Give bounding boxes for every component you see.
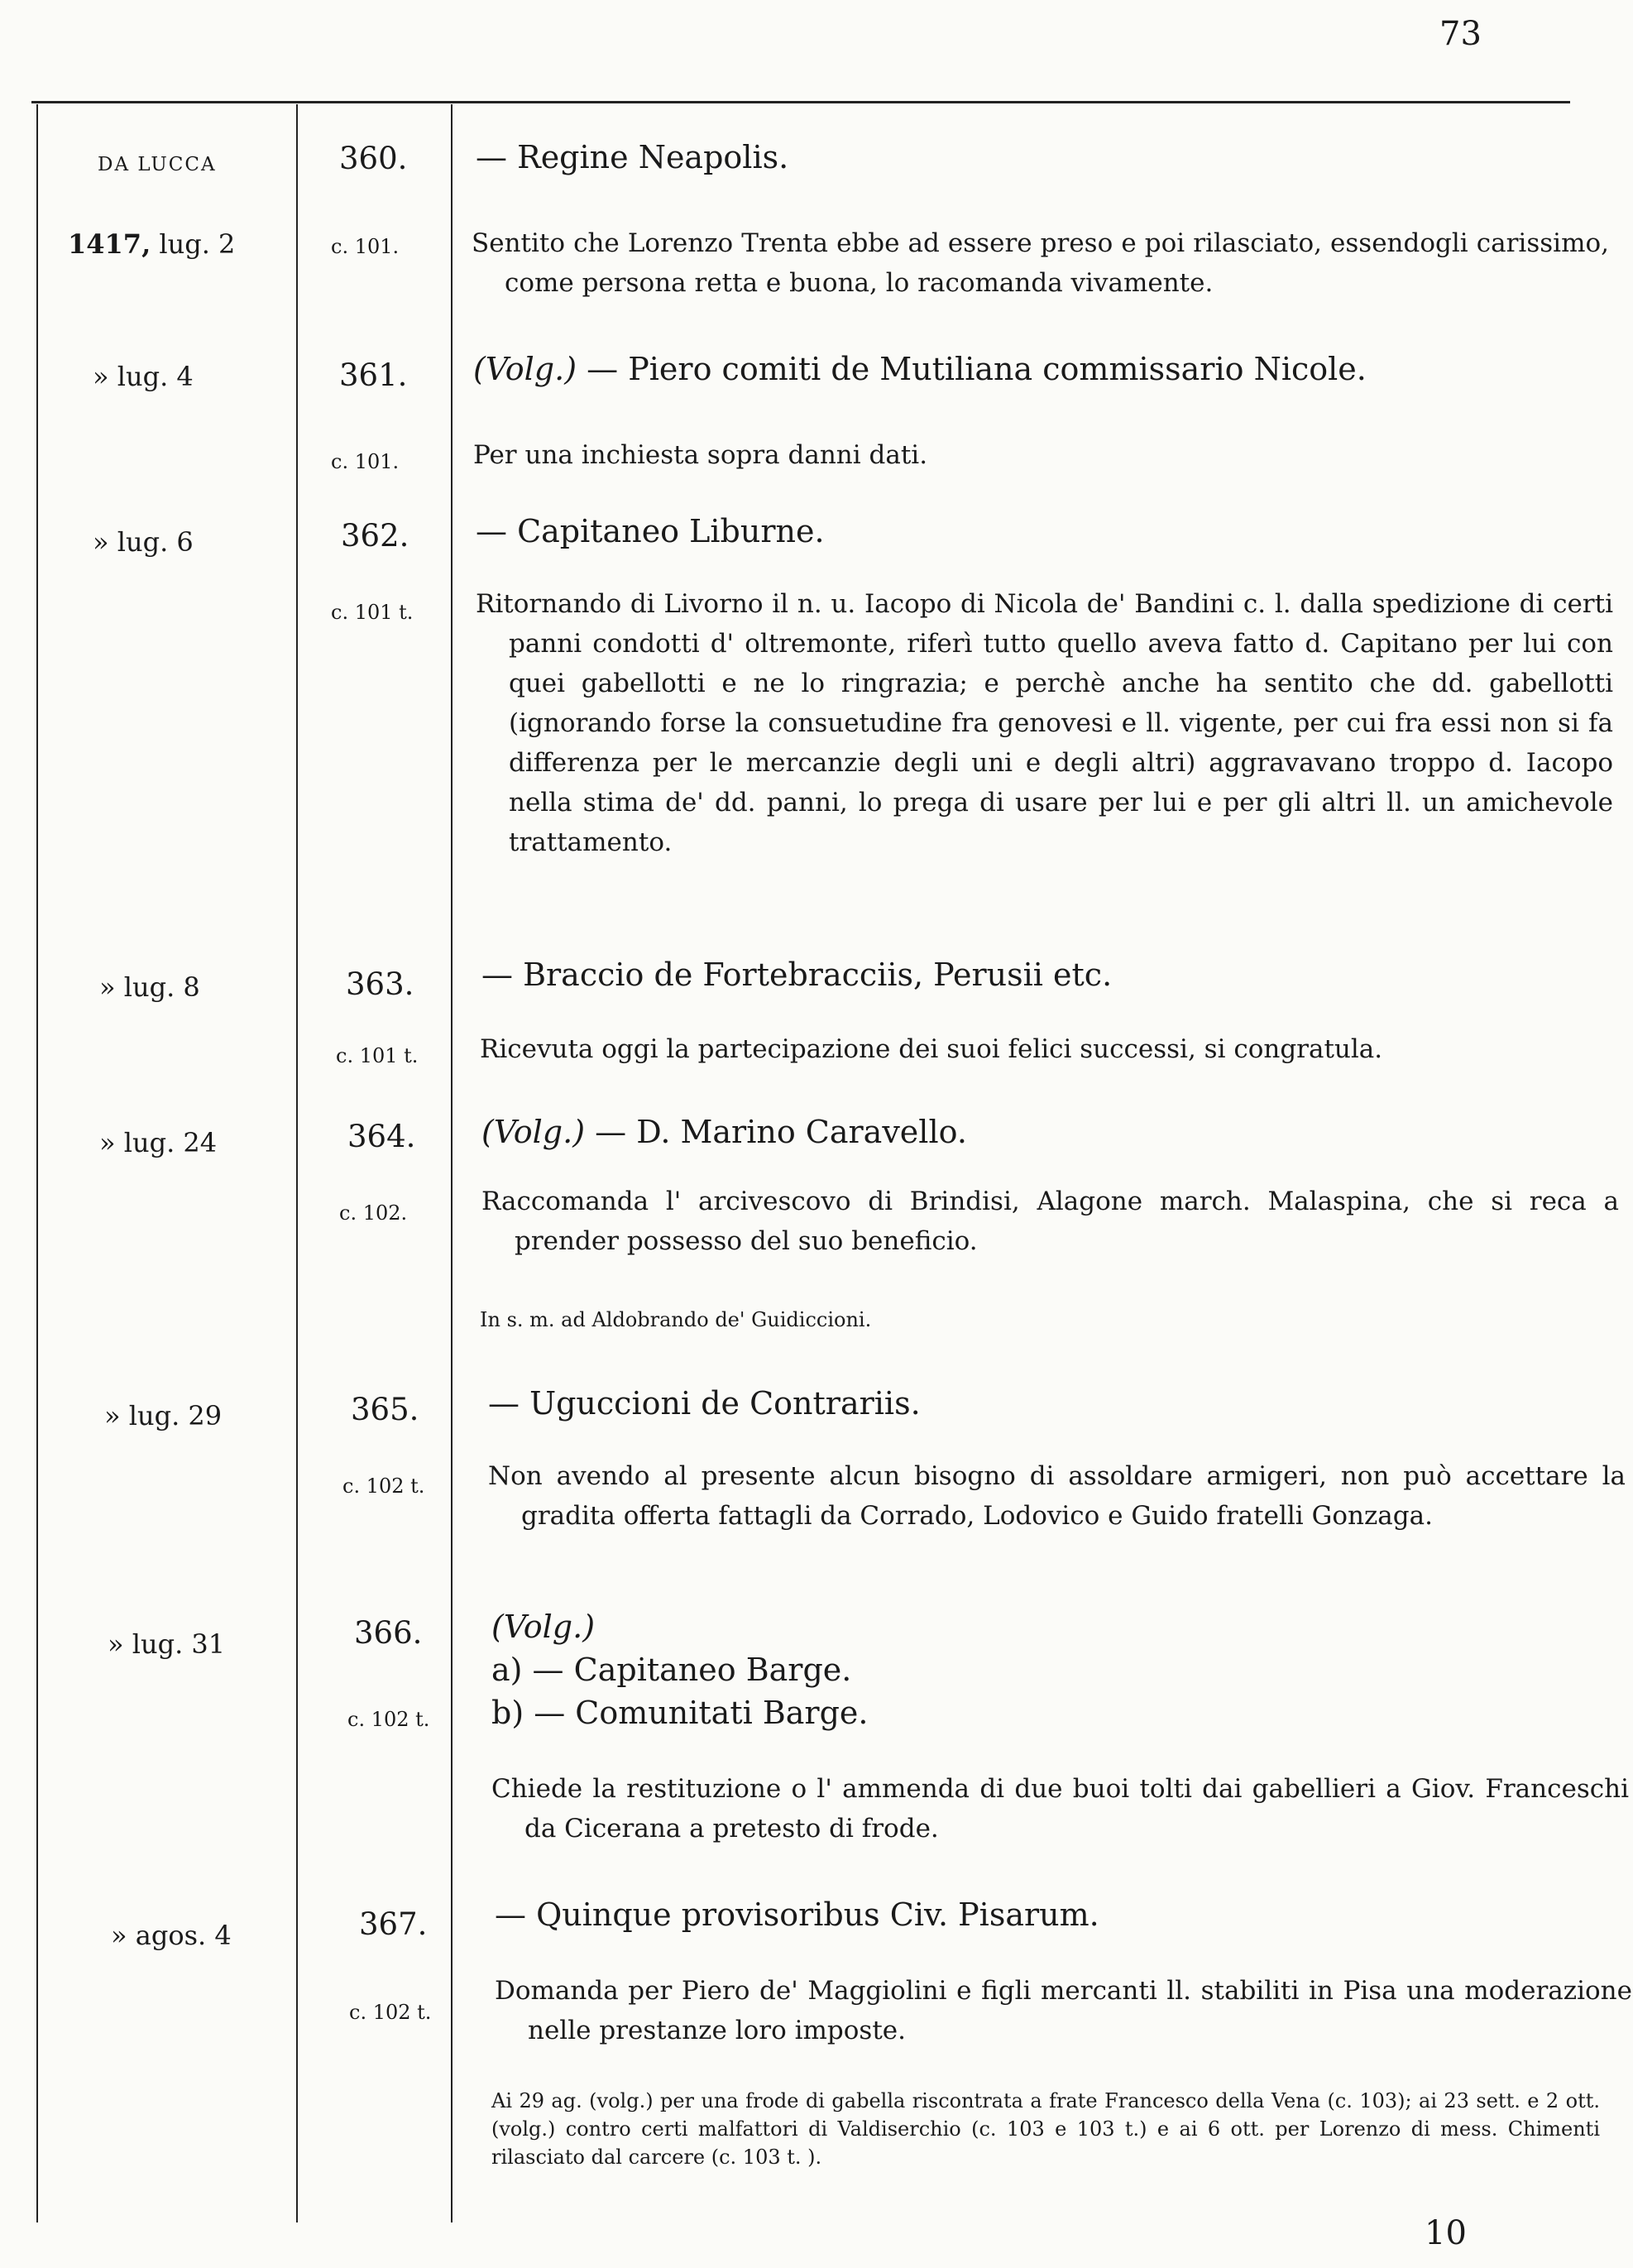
- entry-title: [481, 1114, 967, 1150]
- entry-title-volg: [491, 1609, 595, 1645]
- entry-date: » lug. 24: [99, 1127, 218, 1158]
- entry-body: Non avendo al presente alcun bisogno di assoldare armigeri, non può accettare la gradita offerta fattagli da Corrado, Lodovico e Guido fratelli Gonzaga.: [488, 1461, 1626, 1531]
- entry-carta: c. 101 t.: [331, 601, 414, 624]
- entry-day: lug. 2: [159, 228, 236, 260]
- entry-number: 366.: [354, 1615, 423, 1651]
- entry-body: Per una inchiesta sopra danni dati.: [473, 440, 928, 470]
- entry-number: 364.: [347, 1119, 416, 1154]
- entry-year: 1417,: [68, 228, 151, 260]
- entry-body: Raccomanda l' arcivescovo di Brindisi, Alagone march. Malaspina, che si reca a prender possesso del suo beneficio.: [481, 1187, 1619, 1256]
- column-rule-left: [36, 104, 38, 2222]
- entry-date: [68, 228, 235, 260]
- entry-title-text: — Piero comiti de Mutiliana commissario Nicole.: [577, 351, 1367, 387]
- entry-title: — Regine Neapolis.: [476, 139, 789, 175]
- entry-title-b: b) — Comunitati Barge.: [491, 1695, 869, 1731]
- entry-carta: c. 102 t.: [342, 1474, 425, 1498]
- entry-carta: c. 101.: [331, 235, 400, 258]
- entry-date: » lug. 6: [93, 526, 194, 558]
- entry-title: — Capitaneo Liburne.: [476, 513, 825, 549]
- entry-carta: c. 101.: [331, 450, 400, 473]
- header-rule: [31, 101, 1570, 103]
- entry-note: Ai 29 ag. (volg.) per una frode di gabella riscontrata a frate Francesco della Vena (c. 103); ai 23 sett. e 2 ott. (volg.) contro certi malfattori di Valdiserchio (c. 103 e 103 t.) e ai 6 ott. per Lorenzo di mess. Chimenti rilasciato dal carcere (c. 103 t. ).: [491, 2089, 1600, 2169]
- entry-body: Chiede la restituzione o l' ammenda di due buoi tolti dai gabellieri a Giov. Franceschi da Cicerana a pretesto di frode.: [491, 1774, 1629, 1844]
- entry-number: 361.: [339, 357, 408, 393]
- entry-carta: c. 101 t.: [336, 1044, 419, 1067]
- signature-number: 10: [1425, 2214, 1467, 2252]
- page-number: 73: [1439, 15, 1482, 53]
- entry-carta: c. 102 t.: [349, 2001, 432, 2024]
- entry-carta: c. 102 t.: [347, 1708, 430, 1731]
- column-rule-right: [451, 104, 453, 2222]
- entry-body: Ritornando di Livorno il n. u. Iacopo di Nicola de' Bandini c. l. dalla spedizione di certi panni condotti d' oltremonte, riferì tutto quello aveva fatto d. Capitano per lui con quei gabellotti e ne lo ringrazia; e perchè anche ha sentito che dd. gabellotti (ignorando forse la consuetudine fra genovesi e ll. vigente, per cui fra essi non si fa differenza per le mercanzie degli uni e degli altri) aggravavano troppo d. Iacopo nella stima de' dd. panni, lo prega di usare per lui e per gli altri ll. un amichevole trattamento.: [476, 589, 1613, 857]
- entry-date: » lug. 4: [93, 361, 194, 392]
- entry-title-a: a) — Capitaneo Barge.: [491, 1652, 852, 1688]
- entry-body: Domanda per Piero de' Maggiolini e figli mercanti ll. stabiliti in Pisa una moderazione nelle prestanze loro imposte.: [495, 1976, 1632, 2045]
- entry-note: In s. m. ad Aldobrando de' Guidiccioni.: [480, 1308, 872, 1331]
- volg-label: (Volg.): [491, 1609, 596, 1645]
- entry-date: » lug. 29: [104, 1400, 223, 1431]
- entry-title: — Quinque provisoribus Civ. Pisarum.: [495, 1896, 1099, 1933]
- entry-number: 365.: [351, 1392, 419, 1427]
- entry-date: » lug. 8: [99, 971, 200, 1003]
- entry-number: 362.: [341, 518, 409, 554]
- entry-date: » agos. 4: [111, 1920, 232, 1951]
- volg-label: (Volg.): [481, 1114, 586, 1150]
- entry-title-text: — D. Marino Caravello.: [585, 1114, 967, 1150]
- entry-carta: c. 102.: [339, 1201, 408, 1225]
- entry-body: Sentito che Lorenzo Trenta ebbe ad essere preso e poi rilasciato, essendogli carissimo, come persona retta e buona, lo racomanda vivamente.: [472, 228, 1609, 298]
- entry-title: — Uguccioni de Contrariis.: [488, 1385, 921, 1422]
- entry-number: 363.: [346, 966, 414, 1002]
- entry-body: Ricevuta oggi la partecipazione dei suoi felici successi, si congratula.: [480, 1034, 1383, 1064]
- entry-date-header: DA LUCCA: [98, 154, 217, 175]
- entry-date: » lug. 31: [108, 1628, 226, 1660]
- volg-label: (Volg.): [473, 351, 577, 387]
- entry-number: 367.: [359, 1906, 428, 1942]
- entry-number: 360.: [339, 141, 408, 176]
- column-rule-middle: [296, 104, 298, 2222]
- entry-title: [473, 351, 1367, 387]
- entry-title: — Braccio de Fortebracciis, Perusii etc.: [481, 957, 1113, 993]
